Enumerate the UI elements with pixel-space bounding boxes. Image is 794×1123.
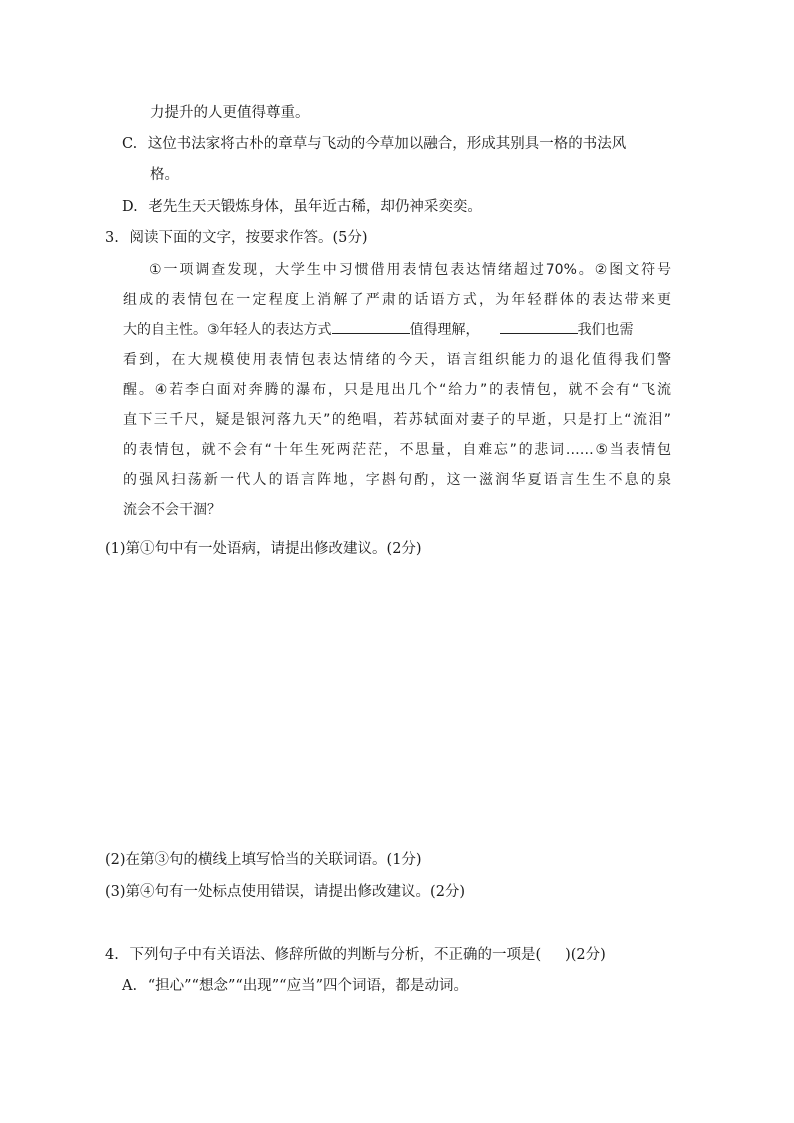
option-d-label: D.	[122, 199, 138, 215]
passage-line: 组成的表情包在一定程度上消解了严肃的话语方式，为年轻群体的表达带来更	[123, 292, 671, 308]
question-3-sub-2: (2)在第③句的横线上填写恰当的关联词语。(1分)	[105, 852, 422, 868]
question-4-number: 4.	[105, 947, 119, 963]
option-c-text: 这位书法家将古朴的章草与飞动的今草加以融合，形成其别具一格的书法风	[147, 136, 627, 152]
passage-line: 的强风扫荡新一代人的语言阵地，字斟句酌，这一滋润华夏语言生生不息的泉	[123, 472, 671, 488]
option-a-label: A.	[122, 978, 138, 994]
option-d-text: 老先生天天锻炼身体，虽年近古稀，却仍神采奕奕。	[148, 199, 482, 215]
passage-line: 看到，在大规模使用表情包表达情绪的今天，语言组织能力的退化值得我们警	[123, 352, 671, 368]
option-c	[122, 134, 626, 154]
question-3-passage	[123, 255, 671, 525]
passage-line: 醒。④若李白面对奔腾的瀑布，只是甩出几个“给力”的表情包，就不会有“飞流	[123, 382, 671, 398]
question-3-prompt	[105, 228, 368, 248]
fill-blank-2[interactable]	[500, 319, 578, 334]
fill-blank-1[interactable]	[332, 319, 410, 334]
option-d	[122, 197, 482, 217]
passage-line: 流会不会干涸？	[123, 502, 221, 518]
passage-text: 我们也需	[577, 322, 634, 338]
question-4-text: 下列句子中有关语法、修辞所做的判断与分析，不正确的一项是(	[129, 947, 542, 963]
passage-line: 直下三千尺，疑是银河落九天”的绝唱，若苏轼面对妻子的早逝，只是打上“流泪”	[123, 412, 671, 428]
passage-line: ①一项调查发现，大学生中习惯借用表情包表达情绪超过70%。②图文符号	[149, 262, 671, 278]
question-3-number: 3.	[105, 230, 119, 246]
question-3-sub-3: (3)第④句有一处标点使用错误，请提出修改建议。(2分)	[105, 884, 466, 900]
passage-text: 值得理解，	[409, 322, 480, 338]
question-4-option-a	[122, 976, 468, 996]
question-4-text-end: )(2分)	[565, 947, 606, 963]
option-a-text: “担心”“想念”“出现”“应当”四个词语，都是动词。	[147, 978, 469, 994]
passage-line	[123, 315, 671, 345]
question-4-prompt	[105, 945, 606, 965]
passage-line: 的表情包，就不会有“十年生死两茫茫，不思量，自难忘”的悲词……⑤当表情包	[123, 442, 671, 458]
question-3-sub-1: (1)第①句中有一处语病，请提出修改建议。(2分)	[105, 541, 422, 557]
option-b-continuation: 力提升的人更值得尊重。	[150, 105, 310, 121]
question-3-text: 阅读下面的文字，按要求作答。(5分)	[129, 230, 368, 246]
option-c-label: C.	[122, 136, 138, 152]
passage-text: 大的自主性。③年轻人的表达方式	[123, 322, 332, 338]
option-c-text-cont: 格。	[150, 167, 179, 183]
